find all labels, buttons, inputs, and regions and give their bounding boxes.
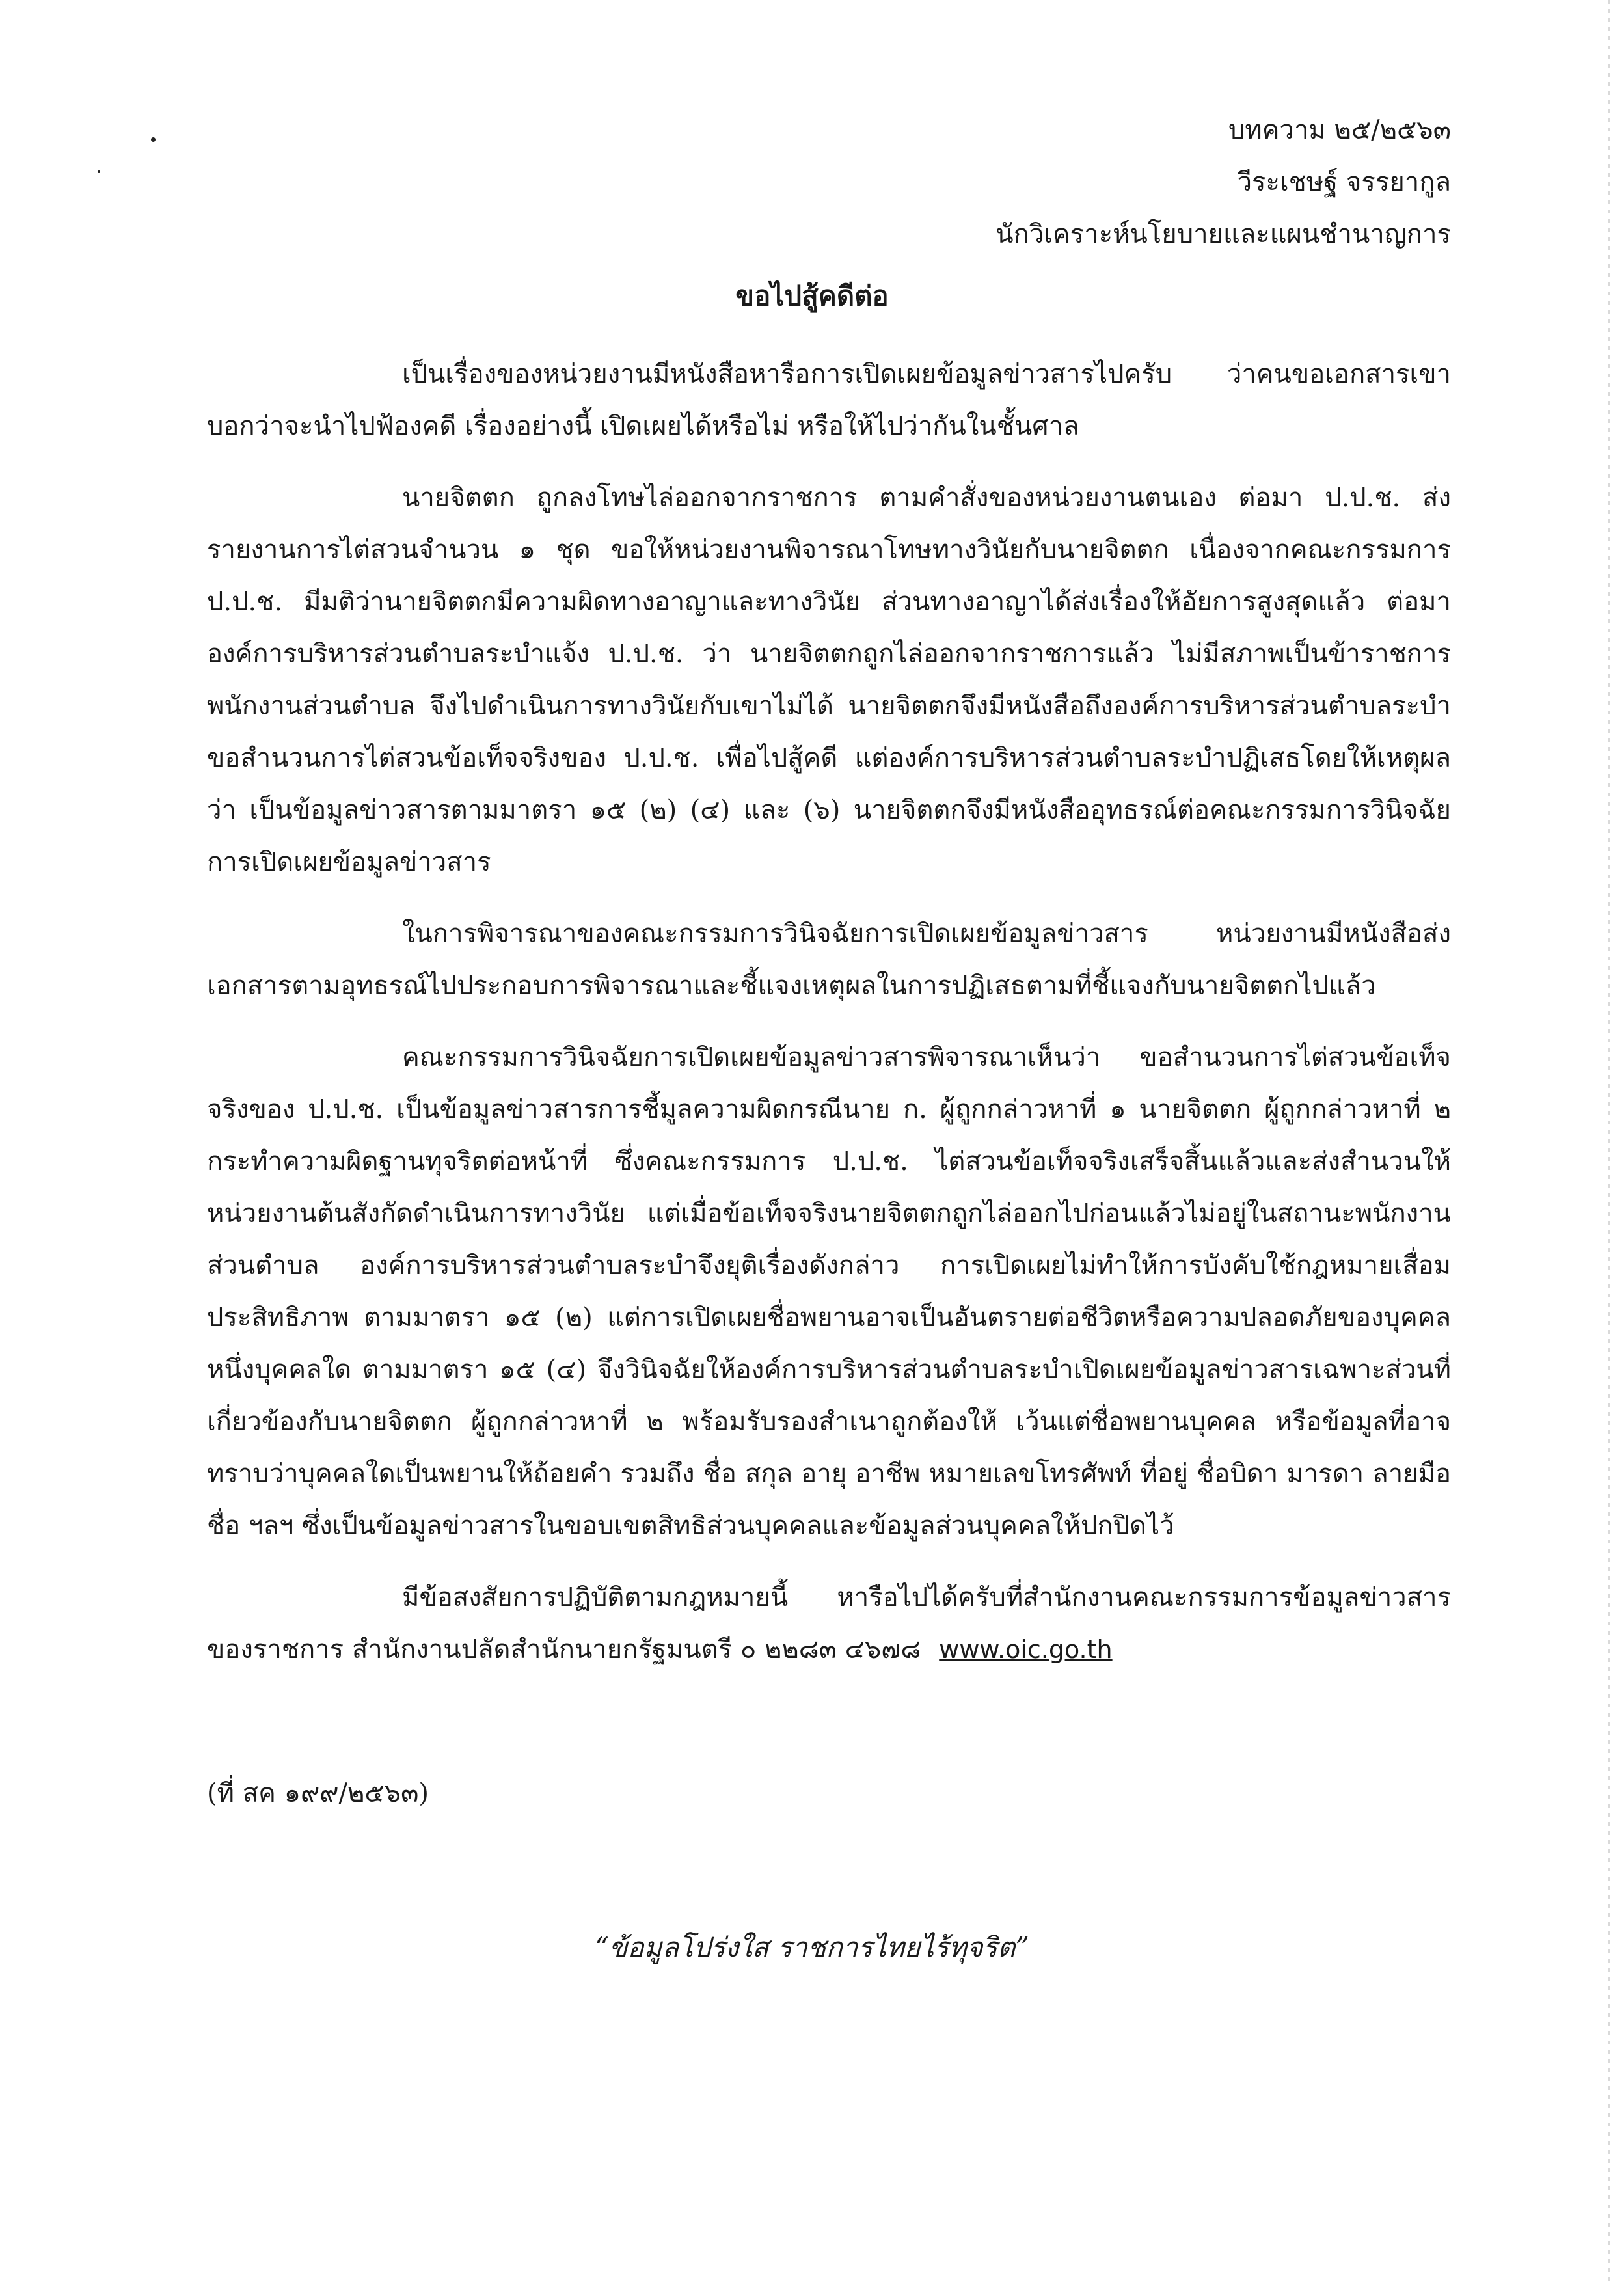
paragraph: คณะกรรมการวินิจฉัยการเปิดเผยข้อมูลข่าวสารพิจารณาเห็นว่า ขอสำนวนการไต่สวนข้อเท็จจริงของ ป.ป.ช. เป็นข้อมูลข่าวสารการชี้มูลความผิดกรณีนาย ก. ผู้ถูกกล่าวหาที่ ๑ นายจิตตก ผู้ถูกกล่าวหาที่ ๒ กระทำความผิดฐานทุจริตต่อหน้าที่ ซึ่งคณะกรรมการ ป.ป.ช. ไต่สวนข้อเท็จจริงเสร็จสิ้นแล้วและส่งสำนวนให้หน่วยงานต้นสังกัดดำเนินการทางวินัย แต่เมื่อข้อเท็จจริงนายจิตตกถูกไล่ออกไปก่อนแล้วไม่อยู่ในสถานะพนักงานส่วนตำบล องค์การบริหารส่วนตำบลระบำจึงยุติเรื่องดังกล่าว การเปิดเผยไม่ทำให้การบังคับใช้กฎหมายเสื่อมประสิทธิภาพ ตามมาตรา ๑๕ (๒) แต่การเปิดเผยชื่อพยานอาจเป็นอันตรายต่อชีวิตหรือความปลอดภัยของบุคคลหนึ่งบุคคลใด ตามมาตรา ๑๕ (๔) จึงวินิจฉัยให้องค์การบริหารส่วนตำบลระบำเปิดเผยข้อมูลข่าวสารเฉพาะส่วนที่เกี่ยวข้องกับนายจิตตก ผู้ถูกกล่าวหาที่ ๒ พร้อมรับรองสำเนาถูกต้องให้ เว้นแต่ชื่อพยานบุคคล หรือข้อมูลที่อาจทราบว่าบุคคลใดเป็นพยานให้ถ้อยคำ รวมถึง ชื่อ สกุล อายุ อาชีพ หมายเลขโทรศัพท์ ที่อยู่ ชื่อบิดา มารดา ลายมือชื่อ ฯลฯ ซึ่งเป็นข้อมูลข่าวสารในขอบเขตสิทธิส่วนบุคคลและข้อมูลส่วนบุคคลให้ปกปิดไว้ — [207, 1042, 1452, 1541]
paragraph: เป็นเรื่องของหน่วยงานมีหนังสือหารือการเปิดเผยข้อมูลข่าวสารไปครับ ว่าคนขอเอกสารเขาบอกว่าจะนำไปฟ้องคดี เรื่องอย่างนี้ เปิดเผยได้หรือไม่ หรือให้ไปว่ากันในชั้นศาล — [207, 359, 1451, 441]
paragraph: ในการพิจารณาของคณะกรรมการวินิจฉัยการเปิดเผยข้อมูลข่าวสาร หน่วยงานมีหนังสือส่งเอกสารตามอุทธรณ์ไปประกอบการพิจารณาและชี้แจงเหตุผลในการปฏิเสธตามที่ชี้แจงกับนายจิตตกไปแล้ว — [207, 919, 1451, 1001]
article-number: บทความ ๒๕/๒๕๖๓ — [1228, 115, 1451, 145]
author-position: นักวิเคราะห์นโยบายและแผนชำนาญการ — [995, 219, 1451, 249]
scan-speck — [151, 137, 156, 142]
article-title: ขอไปสู้คดีต่อ — [735, 280, 889, 312]
slogan: “ข้อมูลโปร่งใส ราชการไทยไร้ทุจริต” — [595, 1931, 1029, 1963]
contact-paragraph — [207, 1571, 1451, 1676]
contact-text: มีข้อสงสัยการปฏิบัติตามกฎหมายนี้ หารือไปได้ครับที่สำนักงานคณะกรรมการข้อมูลข่าวสารของราชการ สำนักงานปลัดสำนักนายกรัฐมนตรี ๐ ๒๒๘๓ ๔๖๗๘ — [207, 1582, 1451, 1664]
article-header — [995, 104, 1451, 260]
author-name: วีระเชษฐ์ จรรยากูล — [1237, 167, 1451, 197]
website-link[interactable]: www.oic.go.th — [939, 1635, 1113, 1664]
paragraph: นายจิตตก ถูกลงโทษไล่ออกจากราชการ ตามคำสั่งของหน่วยงานตนเอง ต่อมา ป.ป.ช. ส่งรายงานการไต่สวนจำนวน ๑ ชุด ขอให้หน่วยงานพิจารณาโทษทางวินัยกับนายจิตตก เนื่องจากคณะกรรมการ ป.ป.ช. มีมติว่านายจิตตกมีความผิดทางอาญาและทางวินัย ส่วนทางอาญาได้ส่งเรื่องให้อัยการสูงสุดแล้ว ต่อมาองค์การบริหารส่วนตำบลระบำแจ้ง ป.ป.ช. ว่า นายจิตตกถูกไล่ออกจากราชการแล้ว ไม่มีสภาพเป็นข้าราชการพนักงานส่วนตำบล จึงไปดำเนินการทางวินัยกับเขาไม่ได้ นายจิตตกจึงมีหนังสือถึงองค์การบริหารส่วนตำบลระบำขอสำนวนการไต่สวนข้อเท็จจริงของ ป.ป.ช. เพื่อไปสู้คดี แต่องค์การบริหารส่วนตำบลระบำปฏิเสธโดยให้เหตุผลว่า เป็นข้อมูลข่าวสารตามมาตรา ๑๕ (๒) (๔) และ (๖) นายจิตตกจึงมีหนังสืออุทธรณ์ต่อคณะกรรมการวินิจฉัยการเปิดเผยข้อมูลข่าวสาร — [207, 483, 1451, 877]
article-body — [207, 348, 1451, 1676]
reference-number: (ที่ สค ๑๙๙/๒๕๖๓) — [207, 1778, 429, 1808]
scan-speck — [98, 170, 100, 173]
